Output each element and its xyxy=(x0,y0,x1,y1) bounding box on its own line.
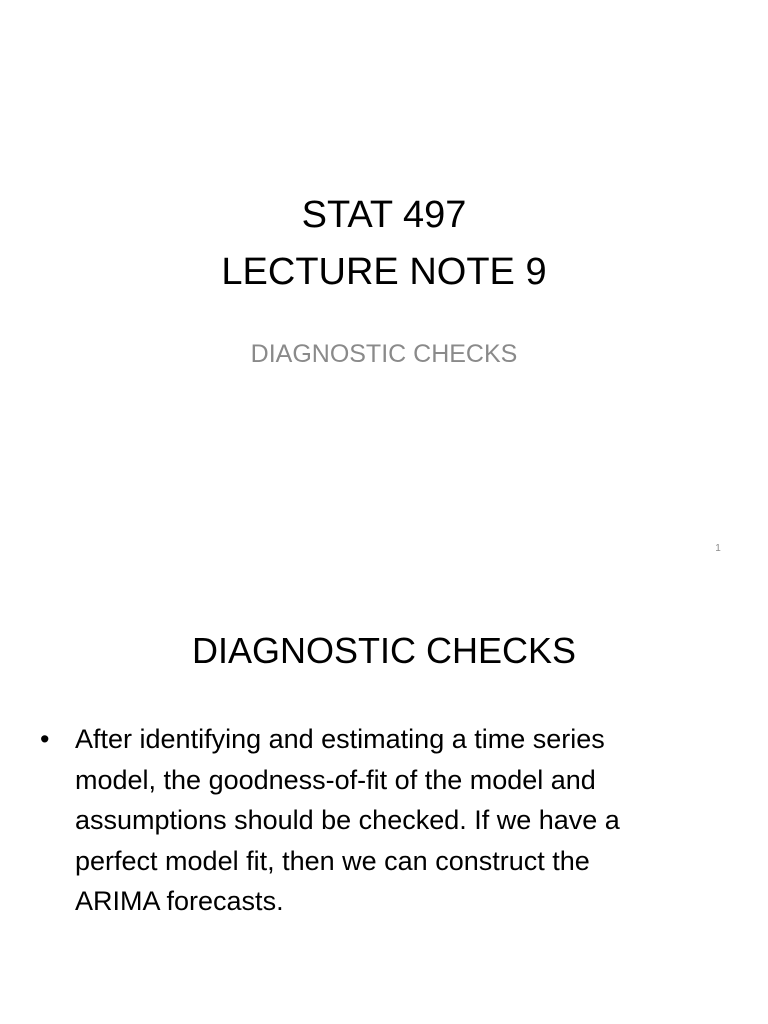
slide-title-line-2: LECTURE NOTE 9 xyxy=(221,251,547,293)
bullet-text-line: assumptions should be checked. If we have a xyxy=(75,805,620,835)
slide-title-line-1: STAT 497 xyxy=(301,194,467,236)
bullet-list xyxy=(40,719,730,922)
slide-heading: DIAGNOSTIC CHECKS xyxy=(191,630,577,671)
slide-subtitle: DIAGNOSTIC CHECKS xyxy=(250,340,518,368)
bullet-text xyxy=(75,719,730,922)
bullet-icon: • xyxy=(40,724,50,754)
content-slide xyxy=(0,576,768,1024)
bullet-text-line: perfect model fit, then we can construct the xyxy=(75,845,590,876)
bullet-text-line: After identifying and estimating a time series xyxy=(75,724,605,754)
bullet-text-line: model, the goodness-of-fit of the model and xyxy=(75,764,596,795)
bullet-item xyxy=(40,719,730,922)
page-number: 1 xyxy=(715,543,721,554)
bullet-text-line: ARIMA forecasts. xyxy=(75,886,284,916)
